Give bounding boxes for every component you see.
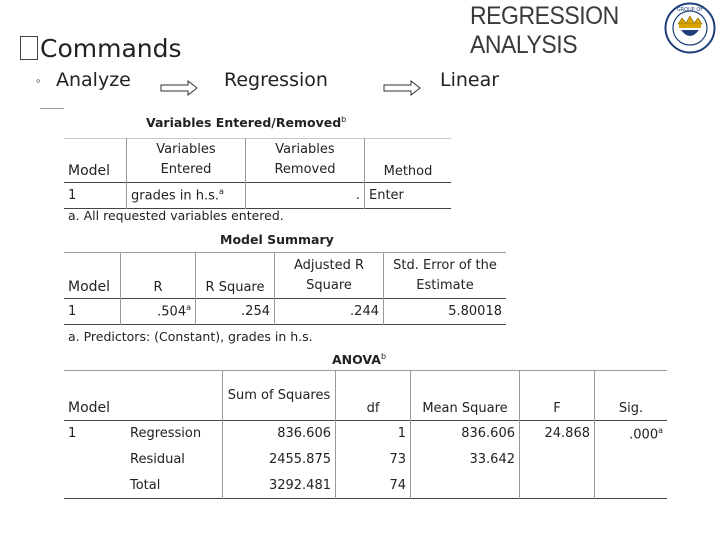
sub-bullet-icon: ◦ bbox=[36, 73, 41, 88]
table-row bbox=[64, 421, 667, 447]
header-variables-entered: Variables Entered bbox=[127, 138, 246, 182]
header-adjusted-r-square: Adjusted R Square bbox=[275, 253, 384, 299]
path-linear: Linear bbox=[440, 69, 500, 91]
cell-model: 1 bbox=[68, 187, 77, 203]
cell-f bbox=[520, 473, 595, 499]
cell-f bbox=[520, 447, 595, 473]
anova-title: ANOVA$^b$ bbox=[332, 352, 387, 368]
cell-mean-square bbox=[411, 473, 520, 499]
slide-title-line2: ANALYSIS bbox=[470, 31, 578, 59]
right-arrow-icon bbox=[383, 80, 421, 96]
variables-entered-footnote: a. All requested variables entered. bbox=[68, 208, 284, 223]
slide-title-line1: REGRESSION bbox=[470, 2, 619, 30]
header-std-error: Std. Error of the Estimate bbox=[384, 253, 507, 299]
cell-df: 1 bbox=[336, 421, 411, 447]
model-summary-title: Model Summary bbox=[220, 232, 334, 247]
cell-f: 24.868 bbox=[520, 421, 595, 447]
cell-method: Enter bbox=[365, 182, 452, 208]
header-variables-removed: Variables Removed bbox=[246, 138, 365, 182]
cell-variables-removed: . bbox=[246, 182, 365, 208]
header-mean-square: Mean Square bbox=[411, 371, 520, 421]
variables-entered-table bbox=[64, 138, 451, 209]
header-blank bbox=[122, 371, 223, 421]
table-row bbox=[64, 447, 667, 473]
header-r: R bbox=[121, 253, 196, 299]
cell-model bbox=[64, 447, 122, 473]
variables-entered-title: Variables Entered/Removed$^b$ bbox=[146, 115, 347, 131]
header-r-square: R Square bbox=[196, 253, 275, 299]
header-f: F bbox=[520, 371, 595, 421]
commands-heading bbox=[20, 34, 182, 63]
variables-entered-panel bbox=[64, 112, 454, 227]
cell-source: Regression bbox=[130, 426, 202, 442]
header-df: df bbox=[336, 371, 411, 421]
header-sig: Sig. bbox=[595, 371, 668, 421]
commands-label: Commands bbox=[40, 34, 182, 63]
header-sum-of-squares: Sum of Squares bbox=[223, 371, 336, 421]
bullet-box-icon bbox=[20, 36, 38, 60]
path-regression: Regression bbox=[224, 69, 328, 91]
divider bbox=[40, 108, 64, 109]
cell-std-error: 5.80018 bbox=[384, 299, 507, 325]
header-model: Model bbox=[68, 162, 111, 179]
cell-source: Total bbox=[130, 477, 161, 493]
anova-panel bbox=[64, 350, 670, 496]
cell-sig bbox=[595, 447, 668, 473]
cell-sig bbox=[595, 473, 668, 499]
cell-sig: .000$^a$ bbox=[595, 421, 668, 447]
header-model: Model bbox=[68, 400, 111, 416]
anova-table bbox=[64, 370, 667, 499]
cell-r-square: .254 bbox=[196, 299, 275, 325]
cell-model bbox=[64, 473, 122, 499]
slide-title bbox=[470, 2, 617, 60]
header-method: Method bbox=[365, 138, 452, 182]
cell-mean-square: 836.606 bbox=[411, 421, 520, 447]
cell-df: 74 bbox=[336, 473, 411, 499]
cell-variables-entered: grades in h.s.$^a$ bbox=[127, 182, 246, 208]
right-arrow-icon bbox=[160, 80, 198, 96]
table-row bbox=[64, 473, 667, 499]
header-model: Model bbox=[68, 279, 111, 295]
cell-model: 1 bbox=[68, 426, 77, 442]
path-analyze: Analyze bbox=[56, 69, 131, 91]
model-summary-panel bbox=[64, 230, 509, 348]
cell-model: 1 bbox=[68, 304, 77, 319]
cell-r: .504$^a$ bbox=[121, 299, 196, 325]
cell-adjusted-r-square: .244 bbox=[275, 299, 384, 325]
svg-text:GROUP OF: GROUP OF bbox=[676, 7, 704, 13]
cell-sum-of-squares: 3292.481 bbox=[223, 473, 336, 499]
model-summary-footnote: a. Predictors: (Constant), grades in h.s. bbox=[68, 329, 313, 344]
cell-sum-of-squares: 2455.875 bbox=[223, 447, 336, 473]
model-summary-table bbox=[64, 252, 506, 325]
cell-mean-square: 33.642 bbox=[411, 447, 520, 473]
college-seal-logo bbox=[664, 2, 716, 54]
cell-df: 73 bbox=[336, 447, 411, 473]
cell-source: Residual bbox=[130, 452, 185, 467]
cell-sum-of-squares: 836.606 bbox=[223, 421, 336, 447]
